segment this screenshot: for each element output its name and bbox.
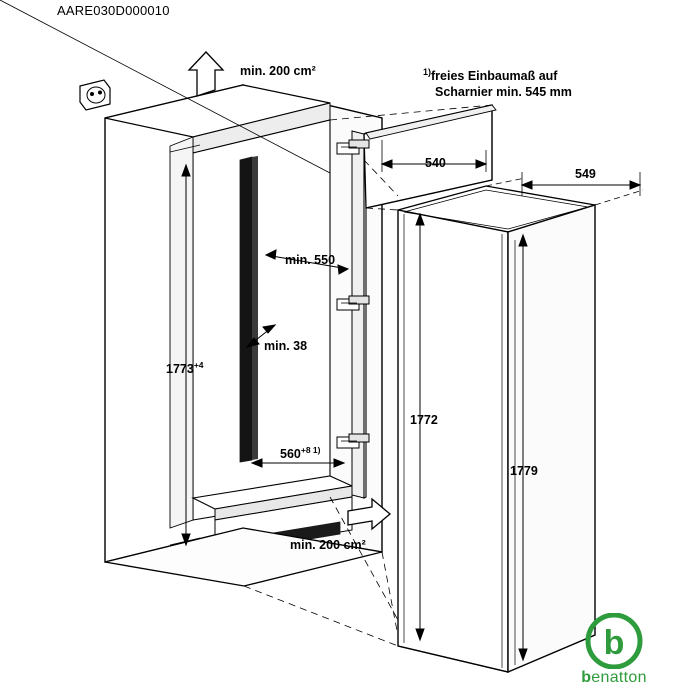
logo-name-rest: enatton <box>591 669 647 686</box>
vent-arrow-top <box>189 52 223 96</box>
logo-initial: b <box>581 669 592 686</box>
footnote-line1: freies Einbaumaß auf <box>431 69 558 84</box>
benatton-logo-text <box>566 669 662 687</box>
appliance-body-group <box>398 186 595 672</box>
footnote-block <box>423 64 572 100</box>
svg-text:b: b <box>603 624 625 662</box>
label-height-body: 1772 <box>410 413 438 427</box>
label-gap-min: min. 38 <box>264 339 308 353</box>
footnote-line2: Scharnier min. 545 mm <box>435 85 572 100</box>
label-height-niche-sup: +4 <box>193 360 204 370</box>
benatton-logo-mark <box>566 613 662 669</box>
label-width-niche: $560^{+8 1)}$ <box>280 445 321 462</box>
label-depth-min: min. 550 <box>285 253 336 267</box>
footnote-marker: 1) <box>423 67 432 77</box>
label-depth-appliance: 549 <box>575 167 596 181</box>
label-vent-bottom: min. 200 cm² <box>290 538 366 552</box>
label-height-total: 1779 <box>510 464 538 478</box>
document-code: AARE030D000010 <box>57 3 170 18</box>
power-socket-icon <box>80 80 110 110</box>
label-width-niche-sup: +8 1) <box>300 445 321 455</box>
label-vent-top: min. 200 cm² <box>240 64 316 78</box>
benatton-logo <box>566 613 662 693</box>
label-width-appliance: 540 <box>425 156 446 170</box>
label-height-niche: $1773^{+4}$ <box>166 360 204 377</box>
